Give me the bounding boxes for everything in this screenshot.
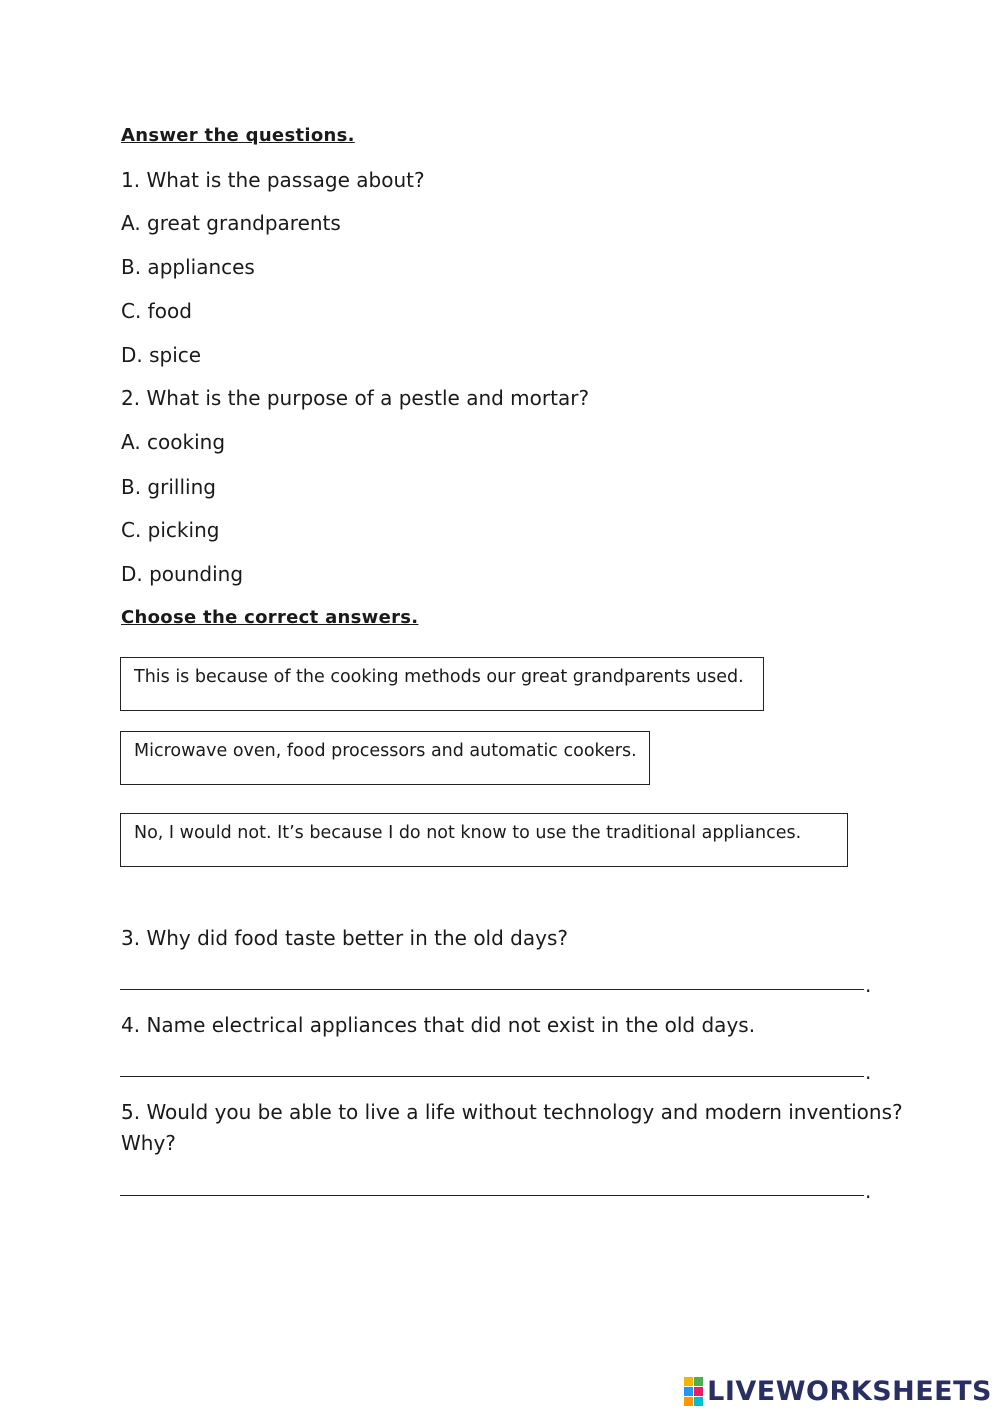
question-5: 5. Would you be able to live a life without technology and modern inventions? bbox=[121, 1100, 903, 1124]
answer-drop-zone-3[interactable] bbox=[120, 989, 864, 990]
question-2: 2. What is the purpose of a pestle and mortar? bbox=[121, 386, 590, 410]
question-3: 3. Why did food taste better in the old days? bbox=[121, 926, 568, 950]
logo-square bbox=[694, 1377, 703, 1386]
line-end-dot-3: . bbox=[865, 973, 872, 997]
question-5-continued: Why? bbox=[121, 1131, 176, 1155]
q1-option-a[interactable]: A. great grandparents bbox=[121, 211, 341, 235]
q1-option-d[interactable]: D. spice bbox=[121, 343, 202, 367]
q2-option-b[interactable]: B. grilling bbox=[121, 475, 216, 499]
line-end-dot-5: . bbox=[865, 1179, 872, 1203]
logo-square bbox=[694, 1397, 703, 1406]
section-heading-answer: Answer the questions. bbox=[121, 125, 355, 146]
logo-grid-icon bbox=[684, 1377, 703, 1406]
answer-box-2-text: Microwave oven, food processors and automatic cookers. bbox=[134, 741, 637, 761]
answer-drop-zone-5[interactable] bbox=[120, 1195, 864, 1196]
q1-option-b[interactable]: B. appliances bbox=[121, 255, 255, 279]
logo-square bbox=[684, 1397, 693, 1406]
answer-box-2[interactable] bbox=[120, 731, 650, 785]
logo-text: LIVEWORKSHEETS bbox=[707, 1376, 992, 1407]
answer-box-1[interactable] bbox=[120, 657, 764, 711]
q2-option-c[interactable]: C. picking bbox=[121, 518, 220, 542]
section-heading-choose: Choose the correct answers. bbox=[121, 607, 419, 628]
q2-option-d[interactable]: D. pounding bbox=[121, 562, 244, 586]
logo-square bbox=[684, 1387, 693, 1396]
q2-option-a[interactable]: A. cooking bbox=[121, 430, 226, 454]
answer-box-1-text: This is because of the cooking methods our great grandparents used. bbox=[134, 667, 744, 687]
q1-option-c[interactable]: C. food bbox=[121, 299, 192, 323]
answer-drop-zone-4[interactable] bbox=[120, 1076, 864, 1077]
logo-square bbox=[684, 1377, 693, 1386]
answer-box-3[interactable] bbox=[120, 813, 848, 867]
question-1: 1. What is the passage about? bbox=[121, 168, 425, 192]
liveworksheets-logo[interactable] bbox=[684, 1376, 992, 1407]
line-end-dot-4: . bbox=[865, 1060, 872, 1084]
answer-box-3-text: No, I would not. It’s because I do not know to use the traditional appliances. bbox=[134, 823, 802, 843]
logo-square bbox=[694, 1387, 703, 1396]
question-4: 4. Name electrical appliances that did not exist in the old days. bbox=[121, 1013, 756, 1037]
